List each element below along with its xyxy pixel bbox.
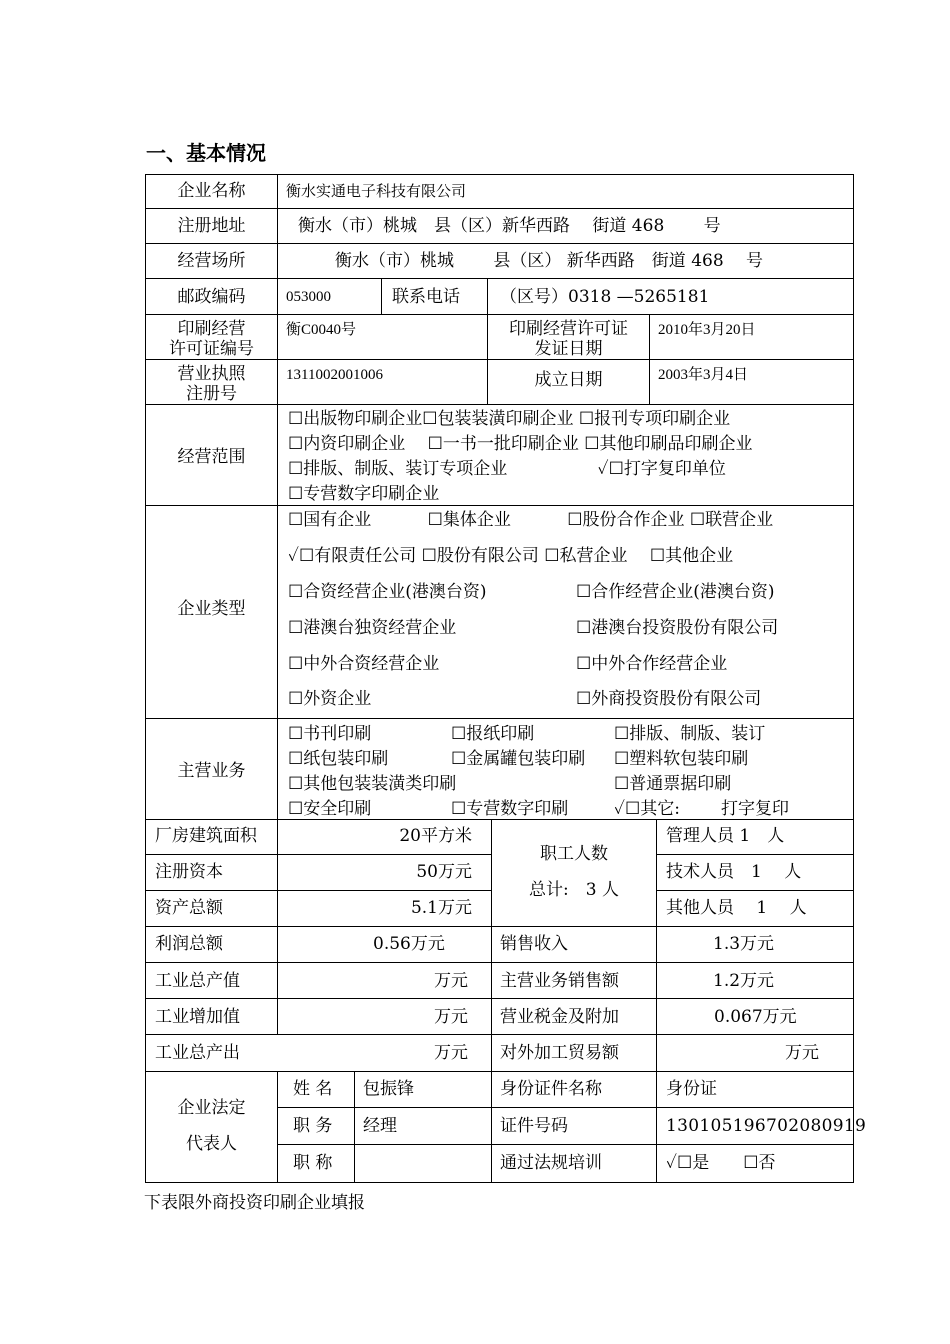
business-option: ☐塑料软包装印刷 xyxy=(614,749,749,769)
business-option: ☐专营数字印刷 xyxy=(451,799,569,819)
output-label: 工业总产出 xyxy=(155,1043,240,1063)
type-option: ☐外资企业 xyxy=(288,689,372,709)
business-option: ☐报纸印刷 xyxy=(451,724,535,744)
area-label: 厂房建筑面积 xyxy=(155,826,257,846)
profit-label: 利润总额 xyxy=(155,934,223,954)
company-name-label: 企业名称 xyxy=(177,181,246,201)
type-option: ☐合资经营企业(港澳台资) xyxy=(288,582,487,602)
business-option: ☐金属罐包装印刷 xyxy=(451,749,586,769)
legal-post-label: 职 务 xyxy=(293,1116,333,1136)
business-option: ☐纸包装印刷 xyxy=(288,749,389,769)
license-label-2: 许可证编号 xyxy=(169,339,254,359)
legal-post-value: 经理 xyxy=(363,1116,397,1136)
employees-total: 总计: 3 人 xyxy=(529,880,619,900)
main-sales-value: 1.2万元 xyxy=(713,971,775,991)
business-option: ☐书刊印刷 xyxy=(288,724,372,744)
processing-value: 万元 xyxy=(785,1043,819,1063)
sales-value: 1.3万元 xyxy=(713,934,775,954)
id-number-value: 130105196702080919 xyxy=(666,1116,867,1136)
id-type-value: 身份证 xyxy=(666,1079,717,1099)
type-option: ☐中外合资经营企业 xyxy=(288,654,440,674)
output-value-label: 工业总产值 xyxy=(155,971,240,991)
type-option: ☐港澳台独资经营企业 xyxy=(288,618,457,638)
training-label: 通过法规培训 xyxy=(500,1153,602,1173)
founded-value: 2003年3月4日 xyxy=(658,367,749,383)
employees-label: 职工人数 xyxy=(540,844,608,864)
legal-label-2: 代表人 xyxy=(186,1134,237,1154)
business-option: ☐其他包装装潢类印刷 xyxy=(288,774,457,794)
type-label: 企业类型 xyxy=(177,599,246,619)
business-option: ✓☐其它: xyxy=(614,799,680,819)
output-value: 万元 xyxy=(434,1043,468,1063)
business-option: ☐安全印刷 xyxy=(288,799,372,819)
phone-value: （区号）0318 —5265181 xyxy=(500,287,710,307)
tax-label: 营业税金及附加 xyxy=(500,1007,619,1027)
license-date-label-2: 发证日期 xyxy=(534,339,603,359)
processing-label: 对外加工贸易额 xyxy=(500,1043,619,1063)
reg-address-label: 注册地址 xyxy=(177,216,246,236)
postcode-value: 053000 xyxy=(286,289,331,305)
scope-line: ☐出版物印刷企业☐包装装潢印刷企业 ☐报刊专项印刷企业 xyxy=(288,409,731,429)
legal-name-value: 包振锋 xyxy=(363,1079,414,1099)
section-title: 一、基本情况 xyxy=(146,141,266,165)
other-staff: 其他人员 1 人 xyxy=(666,898,807,918)
bizreg-label-1: 营业执照 xyxy=(177,364,246,384)
output-value-value: 万元 xyxy=(434,971,468,991)
capital-value: 50万元 xyxy=(416,862,472,882)
mgmt-staff: 管理人员 1 人 xyxy=(666,826,785,846)
scope-line: ☐内资印刷企业 ☐一书一批印刷企业 ☐其他印刷品印刷企业 xyxy=(288,434,753,454)
biz-address-value: 衡水（市）桃城 县（区） 新华西路 街道 468 号 xyxy=(335,251,764,271)
added-value-value: 万元 xyxy=(434,1007,468,1027)
scope-line: ☐排版、制版、装订专项企业 ✓☐打字复印单位 xyxy=(288,459,726,479)
bizreg-label-2: 注册号 xyxy=(186,384,237,404)
legal-label-1: 企业法定 xyxy=(177,1098,246,1118)
type-option: ☐合作经营企业(港澳台资) xyxy=(576,582,775,602)
bizreg-value: 1311002001006 xyxy=(286,367,383,383)
business-label: 主营业务 xyxy=(177,761,246,781)
legal-name-label: 姓 名 xyxy=(293,1079,333,1099)
scope-label: 经营范围 xyxy=(177,447,246,467)
license-value: 衡C0040号 xyxy=(286,322,357,338)
assets-label: 资产总额 xyxy=(155,898,223,918)
tech-staff: 技术人员 1 人 xyxy=(666,862,802,882)
area-value: 20平方米 xyxy=(399,826,472,846)
legal-title-label: 职 称 xyxy=(293,1153,333,1173)
type-option: ☐中外合作经营企业 xyxy=(576,654,728,674)
assets-value: 5.1万元 xyxy=(410,898,472,918)
license-date-label-1: 印刷经营许可证 xyxy=(509,319,628,339)
postcode-label: 邮政编码 xyxy=(177,287,246,307)
scope-line: ☐专营数字印刷企业 xyxy=(288,484,440,504)
phone-label: 联系电话 xyxy=(392,287,460,307)
added-value-label: 工业增加值 xyxy=(155,1007,240,1027)
license-label-1: 印刷经营 xyxy=(177,319,246,339)
reg-address-value: 衡水（市）桃城 县（区）新华西路 街道 468 号 xyxy=(298,216,721,236)
profit-value: 0.56万元 xyxy=(373,934,445,954)
type-option: ☐港澳台投资股份有限公司 xyxy=(576,618,779,638)
type-option: ☐外商投资股份有限公司 xyxy=(576,689,762,709)
type-option: ✓☐有限责任公司 ☐股份有限公司 ☐私营企业 ☐其他企业 xyxy=(288,546,734,566)
business-other-value: 打字复印 xyxy=(707,799,803,820)
main-sales-label: 主营业务销售额 xyxy=(500,971,619,991)
footer-note: 下表限外商投资印刷企业填报 xyxy=(144,1193,365,1213)
business-option: ☐排版、制版、装订 xyxy=(614,724,766,744)
id-type-label: 身份证件名称 xyxy=(500,1079,602,1099)
license-date-value: 2010年3月20日 xyxy=(658,322,756,338)
training-value: ✓☐是 ☐否 xyxy=(666,1153,776,1173)
type-option: ☐国有企业 ☐集体企业 ☐股份合作企业 ☐联营企业 xyxy=(288,510,774,530)
capital-label: 注册资本 xyxy=(155,862,223,882)
founded-label: 成立日期 xyxy=(534,370,603,390)
biz-address-label: 经营场所 xyxy=(177,251,246,271)
tax-value: 0.067万元 xyxy=(714,1007,797,1027)
id-number-label: 证件号码 xyxy=(500,1116,568,1136)
sales-label: 销售收入 xyxy=(500,934,568,954)
company-name-value: 衡水实通电子科技有限公司 xyxy=(286,184,467,200)
business-option: ☐普通票据印刷 xyxy=(614,774,732,794)
